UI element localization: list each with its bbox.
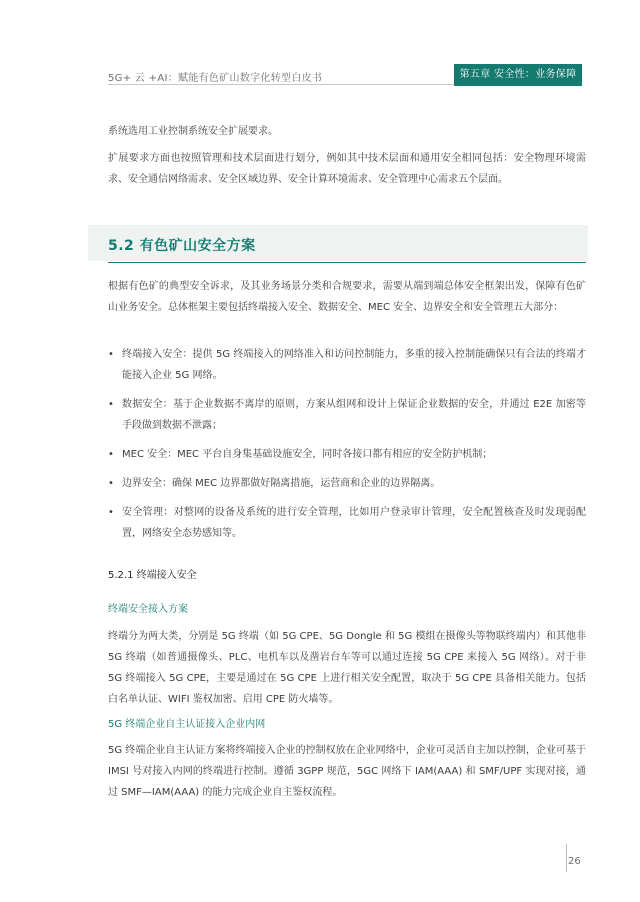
chapter-tag: 第五章 安全性：业务保障 [454, 64, 582, 86]
list-item: • 边界安全：确保 MEC 边界都做好隔离措施，运营商和企业的边界隔离。 [108, 473, 586, 494]
sub-heading-enterprise-auth: 5G 终端企业自主认证接入企业内网 [108, 719, 266, 730]
subsection-title: 5.2.1 终端接入安全 [108, 570, 197, 581]
header-divider [108, 84, 454, 85]
sub-heading-terminal-access: 终端安全接入方案 [108, 604, 188, 615]
enterprise-auth-paragraph: 5G 终端企业自主认证方案将终端接入企业的控制权放在企业网络中，企业可灵活自主加以控制，企业可基于 IMSI 号对接入内网的终端进行控制。遵循 3GPP 规范，5GC 网络下 IAM(AAA) 和 SMF/UPF 实现对接，通过 SMF—IAM(AAA) 的能力完成企业自主鉴权流程。 [108, 745, 586, 798]
section-divider [108, 262, 586, 263]
list-item: • 数据安全：基于企业数据不离岸的原则，方案从组网和设计上保证企业数据的安全，并通过 E2E 加密等手段做到数据不泄露； [108, 394, 586, 436]
list-item: • MEC 安全：MEC 平台自身集基础设施安全，同时各接口都有相应的安全防护机制； [108, 444, 586, 465]
footer-divider [566, 844, 567, 872]
document-title: 5G+ 云 +AI：赋能有色矿山数字化转型白皮书 [108, 73, 323, 84]
terminal-access-paragraph: 终端分为两大类，分别是 5G 终端（如 5G CPE、5G Dongle 和 5G 模组在摄像头等物联终端内）和其他非 5G 终端（如普通摄像头、PLC、电机车以及凿岩台车等可以通过连接 5G CPE 来接入 5G 网络）。对于非 5G 终端接入 5G CPE，主要是通过在 5G CPE 上进行相关安全配置，取决于 5G CPE 具备相关能力。包括白名单认证、WIFI 鉴权加密、启用 CPE 防火墙等。 [108, 631, 586, 705]
intro-paragraph-2: 扩展要求方面也按照管理和技术层面进行划分，例如其中技术层面和通用安全相同包括：安全物理环境需求、安全通信网络需求、安全区域边界、安全计算环境需求、安全管理中心需求五个层面。 [108, 153, 586, 185]
list-item: • 终端接入安全：提供 5G 终端接入的网络准入和访问控制能力，多重的接入控制能确保只有合法的终端才能接入企业 5G 网络。 [108, 344, 586, 386]
security-framework-list [108, 344, 586, 552]
intro-paragraph-1: 系统选用工业控制系统安全扩展要求。 [108, 126, 278, 137]
list-item: • 安全管理：对整网的设备及系统的进行安全管理，比如用户登录审计管理，安全配置核查及时发现弱配置，网络安全态势感知等。 [108, 502, 586, 544]
page-number: 26 [568, 856, 581, 867]
section-title: 5.2 有色矿山安全方案 [108, 238, 256, 254]
section-intro-paragraph: 根据有色矿的典型安全诉求，及其业务场景分类和合规要求，需要从端到端总体安全框架出发，保障有色矿山业务安全。总体框架主要包括终端接入安全、数据安全、MEC 安全、边界安全和安全管理五大部分： [108, 281, 586, 313]
